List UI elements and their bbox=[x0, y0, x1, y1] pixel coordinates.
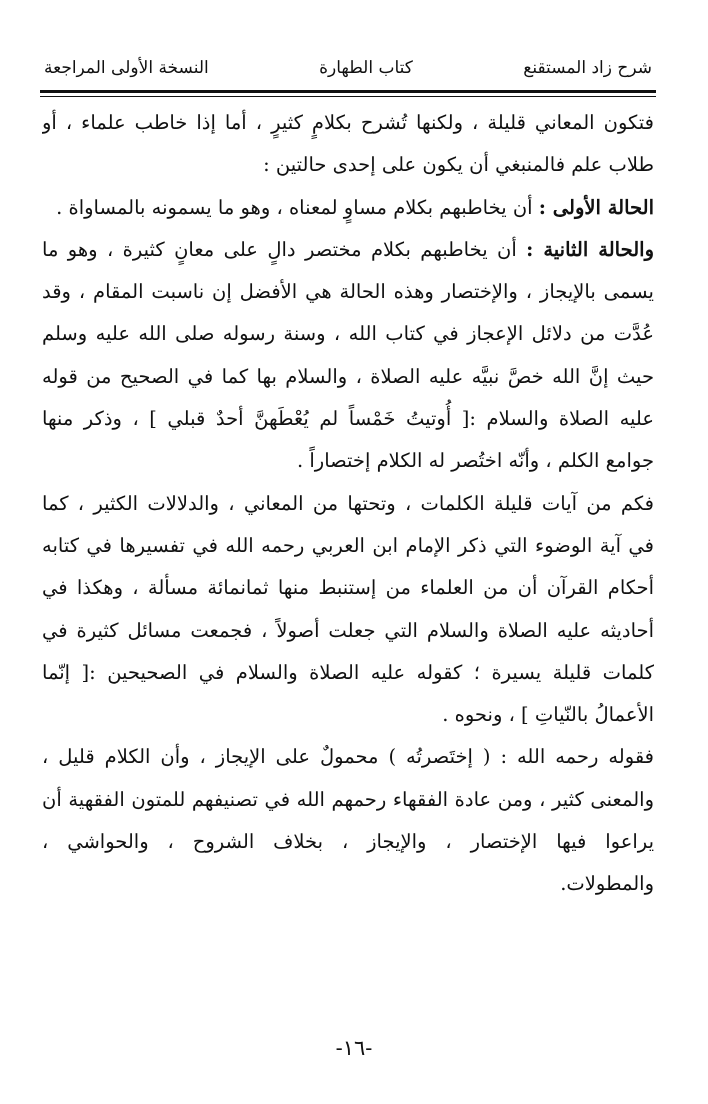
line-text: أن يخاطبهم بكلام مختصر دالٍ على معانٍ كثيرة ، وهو ما bbox=[42, 237, 527, 261]
text-line bbox=[42, 229, 654, 271]
line-text: عليه الصلاة والسلام :[ أُوتيتُ خَمْساً لم يُعْطَهنَّ أحدٌ قبلي ] ، وذكر منها bbox=[42, 407, 654, 431]
section-heading: الحالة الأولى : bbox=[538, 195, 654, 219]
body-text bbox=[42, 102, 654, 906]
text-line bbox=[42, 694, 654, 736]
header-chapter-title: كتاب الطهارة bbox=[319, 58, 413, 78]
line-text: فكم من آيات قليلة الكلمات ، وتحتها من المعاني ، والدلالات الكثير ، كما bbox=[42, 491, 654, 515]
header-edition-note: النسخة الأولى المراجعة bbox=[44, 58, 209, 78]
line-text: كلمات قليلة يسيرة ؛ كقوله عليه الصلاة والسلام في الصحيحين :[ إنّما bbox=[42, 660, 654, 684]
line-text: جوامع الكلم ، وأنّه اختُصر له الكلام إختصاراً . bbox=[296, 449, 654, 473]
text-line bbox=[42, 398, 654, 440]
text-line bbox=[42, 567, 654, 609]
text-line bbox=[42, 779, 654, 821]
header-book-title: شرح زاد المستقنع bbox=[523, 58, 652, 78]
line-text: فتكون المعاني قليلة ، ولكنها تُشرح بكلامٍ كثيرٍ ، أما إذا خاطب علماء ، أو bbox=[42, 111, 654, 134]
text-line bbox=[42, 525, 654, 567]
text-line bbox=[42, 144, 654, 186]
line-text: أحاديثه عليه الصلاة والسلام التي جعلت أصولاً ، فجمعت مسائل كثيرة في bbox=[42, 618, 654, 642]
text-line bbox=[42, 483, 654, 525]
running-header bbox=[44, 50, 652, 86]
text-line bbox=[42, 610, 654, 652]
line-text: والمطولات. bbox=[560, 872, 654, 896]
line-text: أحكام القرآن أن من العلماء من إستنبط منها ثمانمائة مسألة ، وهكذا في bbox=[42, 576, 654, 600]
page-number: -١٦- bbox=[335, 1036, 373, 1060]
line-text: عُدَّت من دلائل الإعجاز في كتاب الله ، وسنة رسوله صلى الله عليه وسلم bbox=[42, 322, 654, 346]
text-line bbox=[42, 863, 654, 905]
line-text: حيث إنَّ الله خصَّ نبيَّه عليه الصلاة ، والسلام بها كما في الصحيح من قوله bbox=[42, 364, 654, 388]
text-line bbox=[42, 821, 654, 863]
line-text: يراعوا فيها الإختصار ، والإيجاز ، بخلاف الشروح ، والحواشي ، bbox=[42, 830, 654, 854]
text-line bbox=[42, 187, 654, 229]
line-text: يسمى بالإيجاز ، والإختصار وهذه الحالة هي الأفضل إن ناسبت المقام ، وقد bbox=[42, 280, 654, 304]
text-line bbox=[42, 102, 654, 144]
section-heading: والحالة الثانية : bbox=[526, 237, 654, 261]
text-line bbox=[42, 313, 654, 355]
line-text: الأعمالُ بالنّياتِ ] ، ونحوه . bbox=[442, 703, 654, 727]
text-line bbox=[42, 271, 654, 313]
header-rule-thin bbox=[40, 96, 656, 97]
line-text: طلاب علم فالمنبغي أن يكون على إحدى حالتين : bbox=[263, 153, 654, 177]
line-text: في آية الوضوء التي ذكر الإمام ابن العربي رحمه الله في تفسيرها في كتابه bbox=[42, 533, 654, 557]
line-text: والمعنى كثير ، ومن عادة الفقهاء رحمهم الله في تصنيفهم للمتون الفقهية أن bbox=[42, 787, 654, 811]
text-line bbox=[42, 356, 654, 398]
line-text: أن يخاطبهم بكلام مساوٍ لمعناه ، وهو ما يسمونه بالمساواة . bbox=[56, 195, 539, 219]
text-line bbox=[42, 440, 654, 482]
text-line bbox=[42, 652, 654, 694]
header-rule-thick bbox=[40, 90, 656, 93]
line-text: فقوله رحمه الله : ( إختَصرتُه ) محمولٌ على الإيجاز ، وأن الكلام قليل ، bbox=[42, 745, 654, 769]
text-line bbox=[42, 736, 654, 778]
